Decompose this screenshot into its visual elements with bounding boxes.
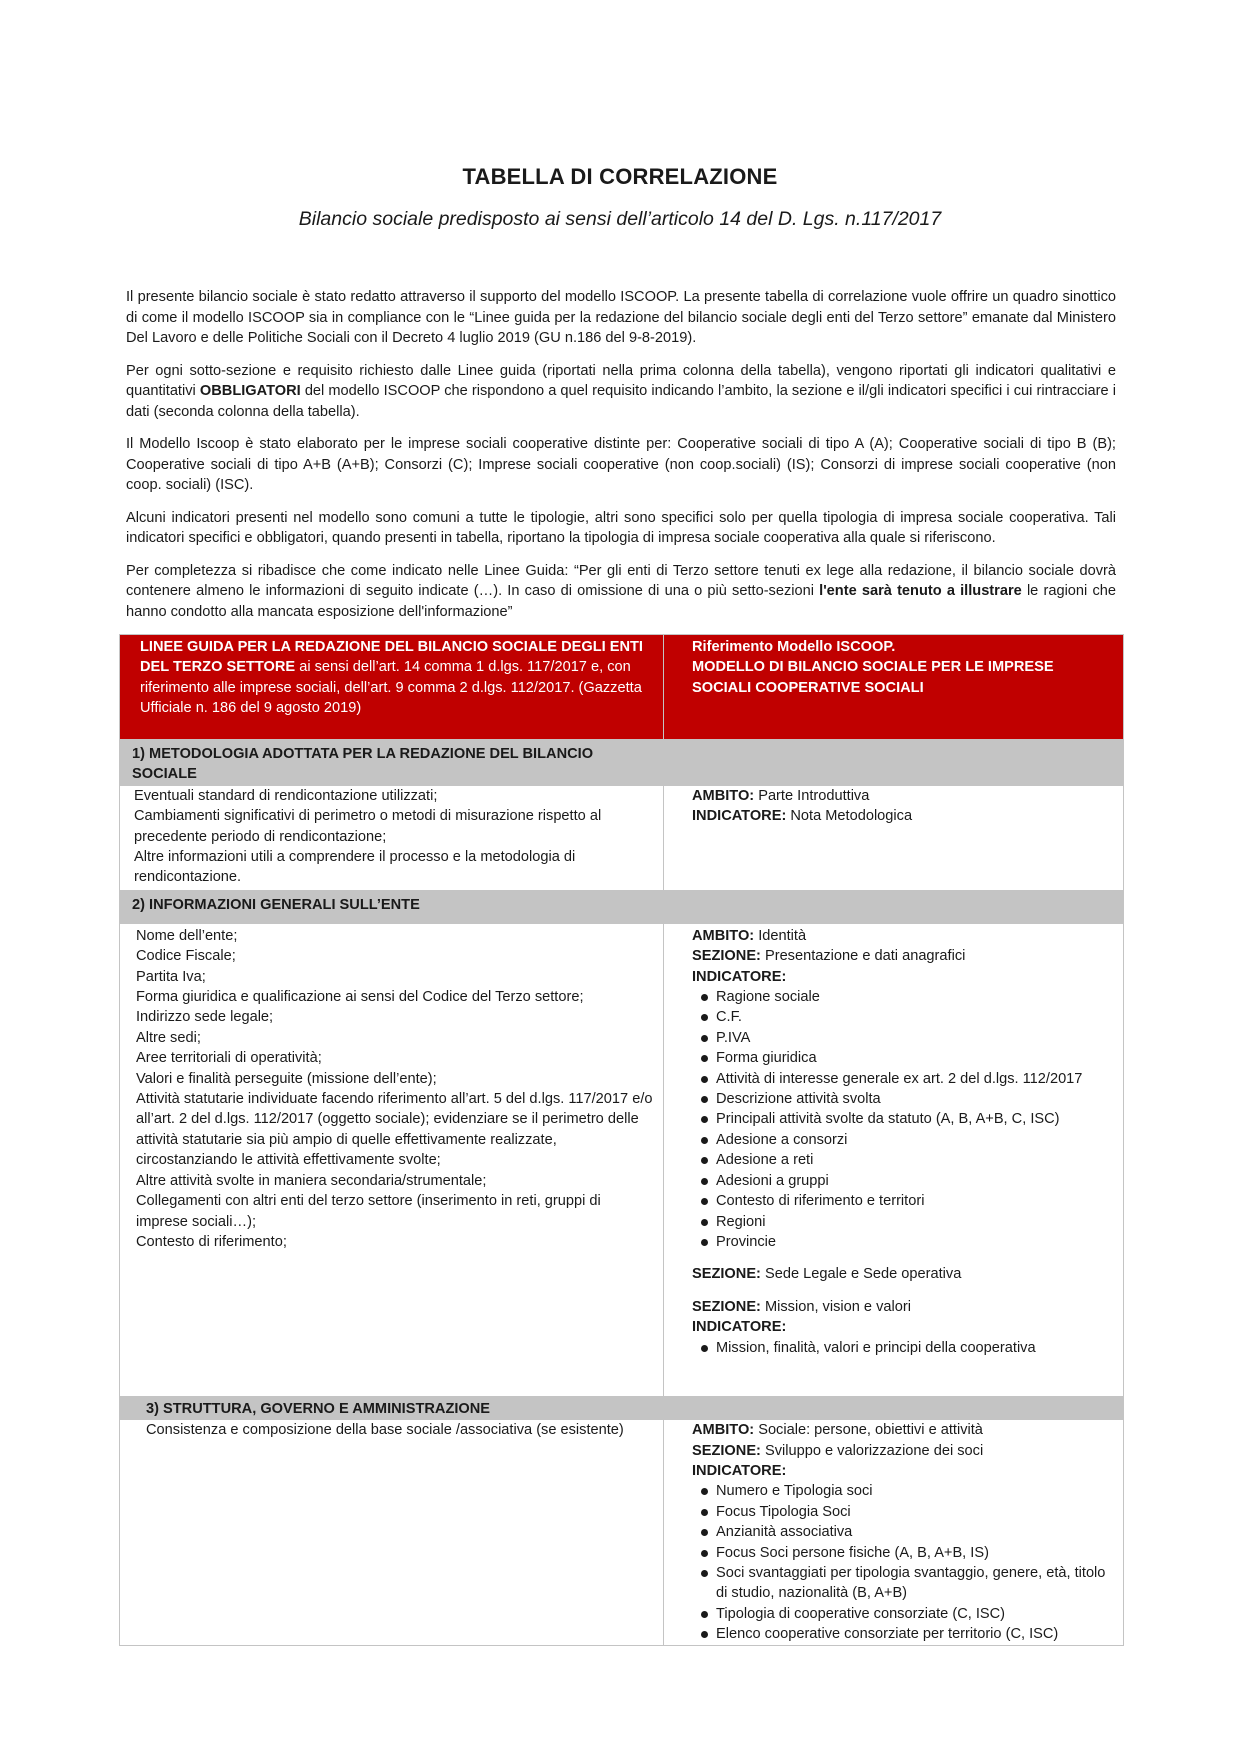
indicatore-label: INDICATORE: bbox=[692, 1319, 787, 1336]
section-3-title-empty bbox=[664, 1396, 1124, 1419]
indicator-item: Attività di interesse generale ex art. 2 del d.lgs. 112/2017 bbox=[700, 1069, 1113, 1089]
indicator-item: Mission, finalità, valori e principi della cooperativa bbox=[700, 1338, 1113, 1358]
requirement-item: Contesto di riferimento; bbox=[136, 1233, 287, 1250]
spacer bbox=[692, 1285, 1113, 1297]
intro-p5-text-end: le ragioni che hanno condotto alla mancata esposizione dell'informazione” bbox=[126, 583, 1116, 620]
indicator-item: Adesione a consorzi bbox=[700, 1130, 1113, 1150]
requirement-item: Altre informazioni utili a comprendere il processo e la metodologia di rendicontazione. bbox=[134, 849, 576, 886]
section-1-reference bbox=[664, 785, 1124, 890]
requirement-item: Collegamenti con altri enti del terzo settore (inserimento in reti, gruppi di imprese sociali…); bbox=[136, 1193, 601, 1230]
ambito-value: Identità bbox=[754, 927, 807, 944]
indicator-item: Contesto di riferimento e territori bbox=[700, 1191, 1113, 1211]
indicator-item: Ragione sociale bbox=[700, 987, 1113, 1007]
ambito-line bbox=[692, 786, 1113, 806]
sezione-line bbox=[692, 1441, 1113, 1461]
indicator-list bbox=[692, 1338, 1113, 1358]
sezione-line bbox=[692, 1297, 1113, 1317]
section-3-requirements bbox=[120, 1420, 664, 1645]
section-2-title: 2) INFORMAZIONI GENERALI SULL’ENTE bbox=[120, 890, 664, 923]
header-left-bold: LINEE GUIDA PER LA REDAZIONE DEL BILANCIO SOCIALE DEGLI ENTI DEL TERZO SETTORE bbox=[140, 639, 643, 676]
section-2-reference bbox=[664, 923, 1124, 1396]
correlation-table bbox=[119, 634, 1124, 1646]
header-right-line-1: Riferimento Modello ISCOOP. bbox=[692, 639, 896, 655]
intro-p5-text: Per completezza si ribadisce che come indicato nelle Linee Guida: “Per gli enti di Terzo settore tenuti ex lege alla redazione, il bilancio sociale dovrà contenere almeno le informazioni di seguito indicate (…). In caso di omissione di una o più setto-sezioni bbox=[126, 562, 1116, 599]
indicator-item: Anzianità associativa bbox=[700, 1522, 1113, 1542]
ambito-line bbox=[692, 926, 1113, 946]
spacer bbox=[692, 1252, 1113, 1264]
requirement-item: Altre sedi; bbox=[136, 1029, 201, 1046]
indicator-item: Principali attività svolte da statuto (A, B, A+B, C, ISC) bbox=[700, 1109, 1113, 1129]
requirement-item: Codice Fiscale; bbox=[136, 948, 236, 965]
section-3-title: 3) STRUTTURA, GOVERNO E AMMINISTRAZIONE bbox=[120, 1396, 664, 1419]
section-3-reference bbox=[664, 1420, 1124, 1645]
indicator-item: C.F. bbox=[700, 1007, 1113, 1027]
ambito-label: AMBITO: bbox=[692, 1422, 755, 1439]
indicator-item: Adesione a reti bbox=[700, 1150, 1113, 1170]
intro-p5-bold: l'ente sarà tenuto a illustrare bbox=[819, 583, 1022, 599]
section-1-requirements bbox=[120, 785, 664, 890]
sezione-value: Sviluppo e valorizzazione dei soci bbox=[760, 1442, 984, 1459]
intro-paragraph-4: Alcuni indicatori presenti nel modello sono comuni a tutte le tipologie, altri sono specifici solo per quella tipologia di impresa sociale cooperativa. Tali indicatori specifici e obbligatori, quando presenti in tabella, riportano la tipologia di impresa sociale cooperativa alla quale si riferiscono. bbox=[126, 509, 1116, 546]
indicator-item: Focus Tipologia Soci bbox=[700, 1502, 1113, 1522]
requirement-item: Valori e finalità perseguite (missione dell’ente); bbox=[136, 1070, 437, 1087]
indicator-item: P.IVA bbox=[700, 1028, 1113, 1048]
indicatore-label: INDICATORE: bbox=[692, 1463, 787, 1480]
ambito-label: AMBITO: bbox=[692, 787, 755, 804]
indicator-item: Forma giuridica bbox=[700, 1048, 1113, 1068]
header-right-line-2: MODELLO DI BILANCIO SOCIALE PER LE IMPRESE SOCIALI COOPERATIVE SOCIALI bbox=[692, 659, 1054, 696]
section-2-requirements bbox=[120, 923, 664, 1396]
requirement-item: Indirizzo sede legale; bbox=[136, 1009, 274, 1026]
requirement-item: Partita Iva; bbox=[136, 968, 206, 985]
requirement-item: Altre attività svolte in maniera secondaria/strumentale; bbox=[136, 1172, 487, 1189]
ambito-value: Sociale: persone, obiettivi e attività bbox=[754, 1422, 983, 1439]
indicatore-label: INDICATORE: bbox=[692, 968, 787, 985]
header-left-text: ai sensi dell’art. 14 comma 1 d.lgs. 117/2017 e, con riferimento alle imprese sociali, dell’art. 9 comma 2 d.lgs. 112/2017. (Gazzetta Ufficiale n. 186 del 9 agosto 2019) bbox=[140, 659, 642, 717]
ambito-line bbox=[692, 1420, 1113, 1440]
indicator-list bbox=[692, 987, 1113, 1252]
indicator-item: Adesioni a gruppi bbox=[700, 1171, 1113, 1191]
intro-p2-bold: OBBLIGATORI bbox=[199, 383, 301, 399]
requirement-item: Forma giuridica e qualificazione ai sensi del Codice del Terzo settore; bbox=[136, 989, 584, 1006]
intro-p2-text: Per ogni sotto-sezione e requisito richiesto dalle Linee guida (riportati nella prima colonna della tabella), vengono riportati gli indicatori qualitativi e quantitativi bbox=[126, 362, 1116, 399]
requirement-item: Eventuali standard di rendicontazione utilizzati; bbox=[134, 787, 438, 804]
sezione-line bbox=[692, 946, 1113, 966]
header-right-cell bbox=[664, 635, 1124, 740]
table-header-row bbox=[120, 635, 1124, 740]
requirement-item: Consistenza e composizione della base sociale /associativa (se esistente) bbox=[146, 1422, 624, 1439]
indicatore-value: Nota Metodologica bbox=[786, 808, 913, 825]
section-1-header-row bbox=[120, 740, 1124, 786]
sezione-value: Mission, vision e valori bbox=[760, 1298, 911, 1315]
page-subtitle: Bilancio sociale predisposto ai sensi dell’articolo 14 del D. Lgs. n.117/2017 bbox=[298, 208, 942, 230]
intro-p2-text-end: del modello ISCOOP che rispondono a quel requisito indicando l’ambito, la sezione e il/gli indicatori specifici i cui rintracciare i dati (seconda colonna della tabella). bbox=[126, 383, 1116, 420]
intro-paragraph-3: Il Modello Iscoop è stato elaborato per le imprese sociali cooperative distinte per: Cooperative sociali di tipo A (A); Cooperative sociali di tipo B (B); Cooperative sociali di tipo A+B (A+B); Consorzi (C); Imprese sociali cooperative (non coop.sociali) (IS); Consorzi di imprese sociali cooperative (non coop. sociali) (ISC). bbox=[126, 436, 1116, 493]
indicator-item: Regioni bbox=[700, 1212, 1113, 1232]
indicator-item: Descrizione attività svolta bbox=[700, 1089, 1113, 1109]
section-1-title: 1) METODOLOGIA ADOTTATA PER LA REDAZIONE DEL BILANCIO SOCIALE bbox=[120, 740, 664, 786]
indicator-item: Tipologia di cooperative consorziate (C, ISC) bbox=[700, 1604, 1113, 1624]
requirement-item: Cambiamenti significativi di perimetro o metodi di misurazione rispetto al precedente periodo di rendicontazione; bbox=[134, 808, 602, 845]
indicator-list bbox=[692, 1481, 1113, 1644]
intro-paragraph-1: Il presente bilancio sociale è stato redatto attraverso il supporto del modello ISCOOP. La presente tabella di correlazione vuole offrire un quadro sinottico di come il modello ISCOOP sia in compliance con le “Linee guida per la redazione del bilancio sociale degli enti del Terzo settore” emanate dal Ministero Del Lavoro e delle Politiche Sociali con il Decreto 4 luglio 2019 (GU n.186 del 9-8-2019). bbox=[126, 289, 1116, 346]
sezione-label: SEZIONE: bbox=[692, 948, 761, 965]
indicator-item: Soci svantaggiati per tipologia svantaggio, genere, età, titolo di studio, nazionalità (B, A+B) bbox=[700, 1563, 1113, 1604]
indicator-item: Provincie bbox=[700, 1232, 1113, 1252]
section-3-row bbox=[120, 1420, 1124, 1645]
ambito-value: Parte Introduttiva bbox=[754, 787, 870, 804]
indicator-item: Elenco cooperative consorziate per territorio (C, ISC) bbox=[700, 1624, 1113, 1644]
indicator-item: Focus Soci persone fisiche (A, B, A+B, IS) bbox=[700, 1543, 1113, 1563]
sezione-value: Presentazione e dati anagrafici bbox=[760, 948, 966, 965]
section-2-header-row bbox=[120, 890, 1124, 923]
intro-text bbox=[126, 287, 1116, 622]
section-3-header-row bbox=[120, 1396, 1124, 1419]
section-2-title-empty bbox=[664, 890, 1124, 923]
section-1-row bbox=[120, 785, 1124, 890]
indicatore-line bbox=[692, 806, 1113, 826]
intro-paragraph-2 bbox=[126, 361, 1116, 423]
intro-paragraph-5 bbox=[126, 561, 1116, 623]
indicator-item: Numero e Tipologia soci bbox=[700, 1481, 1113, 1501]
sezione-label: SEZIONE: bbox=[692, 1442, 761, 1459]
requirement-item: Attività statutarie individuate facendo riferimento all’art. 5 del d.lgs. 117/2017 e/o all’art. 2 del d.lgs. 112/2017 (oggetto sociale); evidenziare se il perimetro delle attività statutarie sia più ampio di quelle effettivamente realizzate, circostanziando le attività effettivamente svolte; bbox=[136, 1091, 653, 1169]
indicatore-label: INDICATORE: bbox=[692, 808, 787, 825]
header-left-cell bbox=[120, 635, 664, 740]
section-1-title-empty bbox=[664, 740, 1124, 786]
section-2-row bbox=[120, 923, 1124, 1396]
sezione-value: Sede Legale e Sede operativa bbox=[760, 1266, 962, 1283]
requirement-item: Nome dell’ente; bbox=[136, 927, 238, 944]
sezione-label: SEZIONE: bbox=[692, 1266, 761, 1283]
sezione-line bbox=[692, 1264, 1113, 1284]
requirement-item: Aree territoriali di operatività; bbox=[136, 1050, 322, 1067]
ambito-label: AMBITO: bbox=[692, 927, 755, 944]
page-title: TABELLA DI CORRELAZIONE bbox=[462, 164, 778, 189]
sezione-label: SEZIONE: bbox=[692, 1298, 761, 1315]
